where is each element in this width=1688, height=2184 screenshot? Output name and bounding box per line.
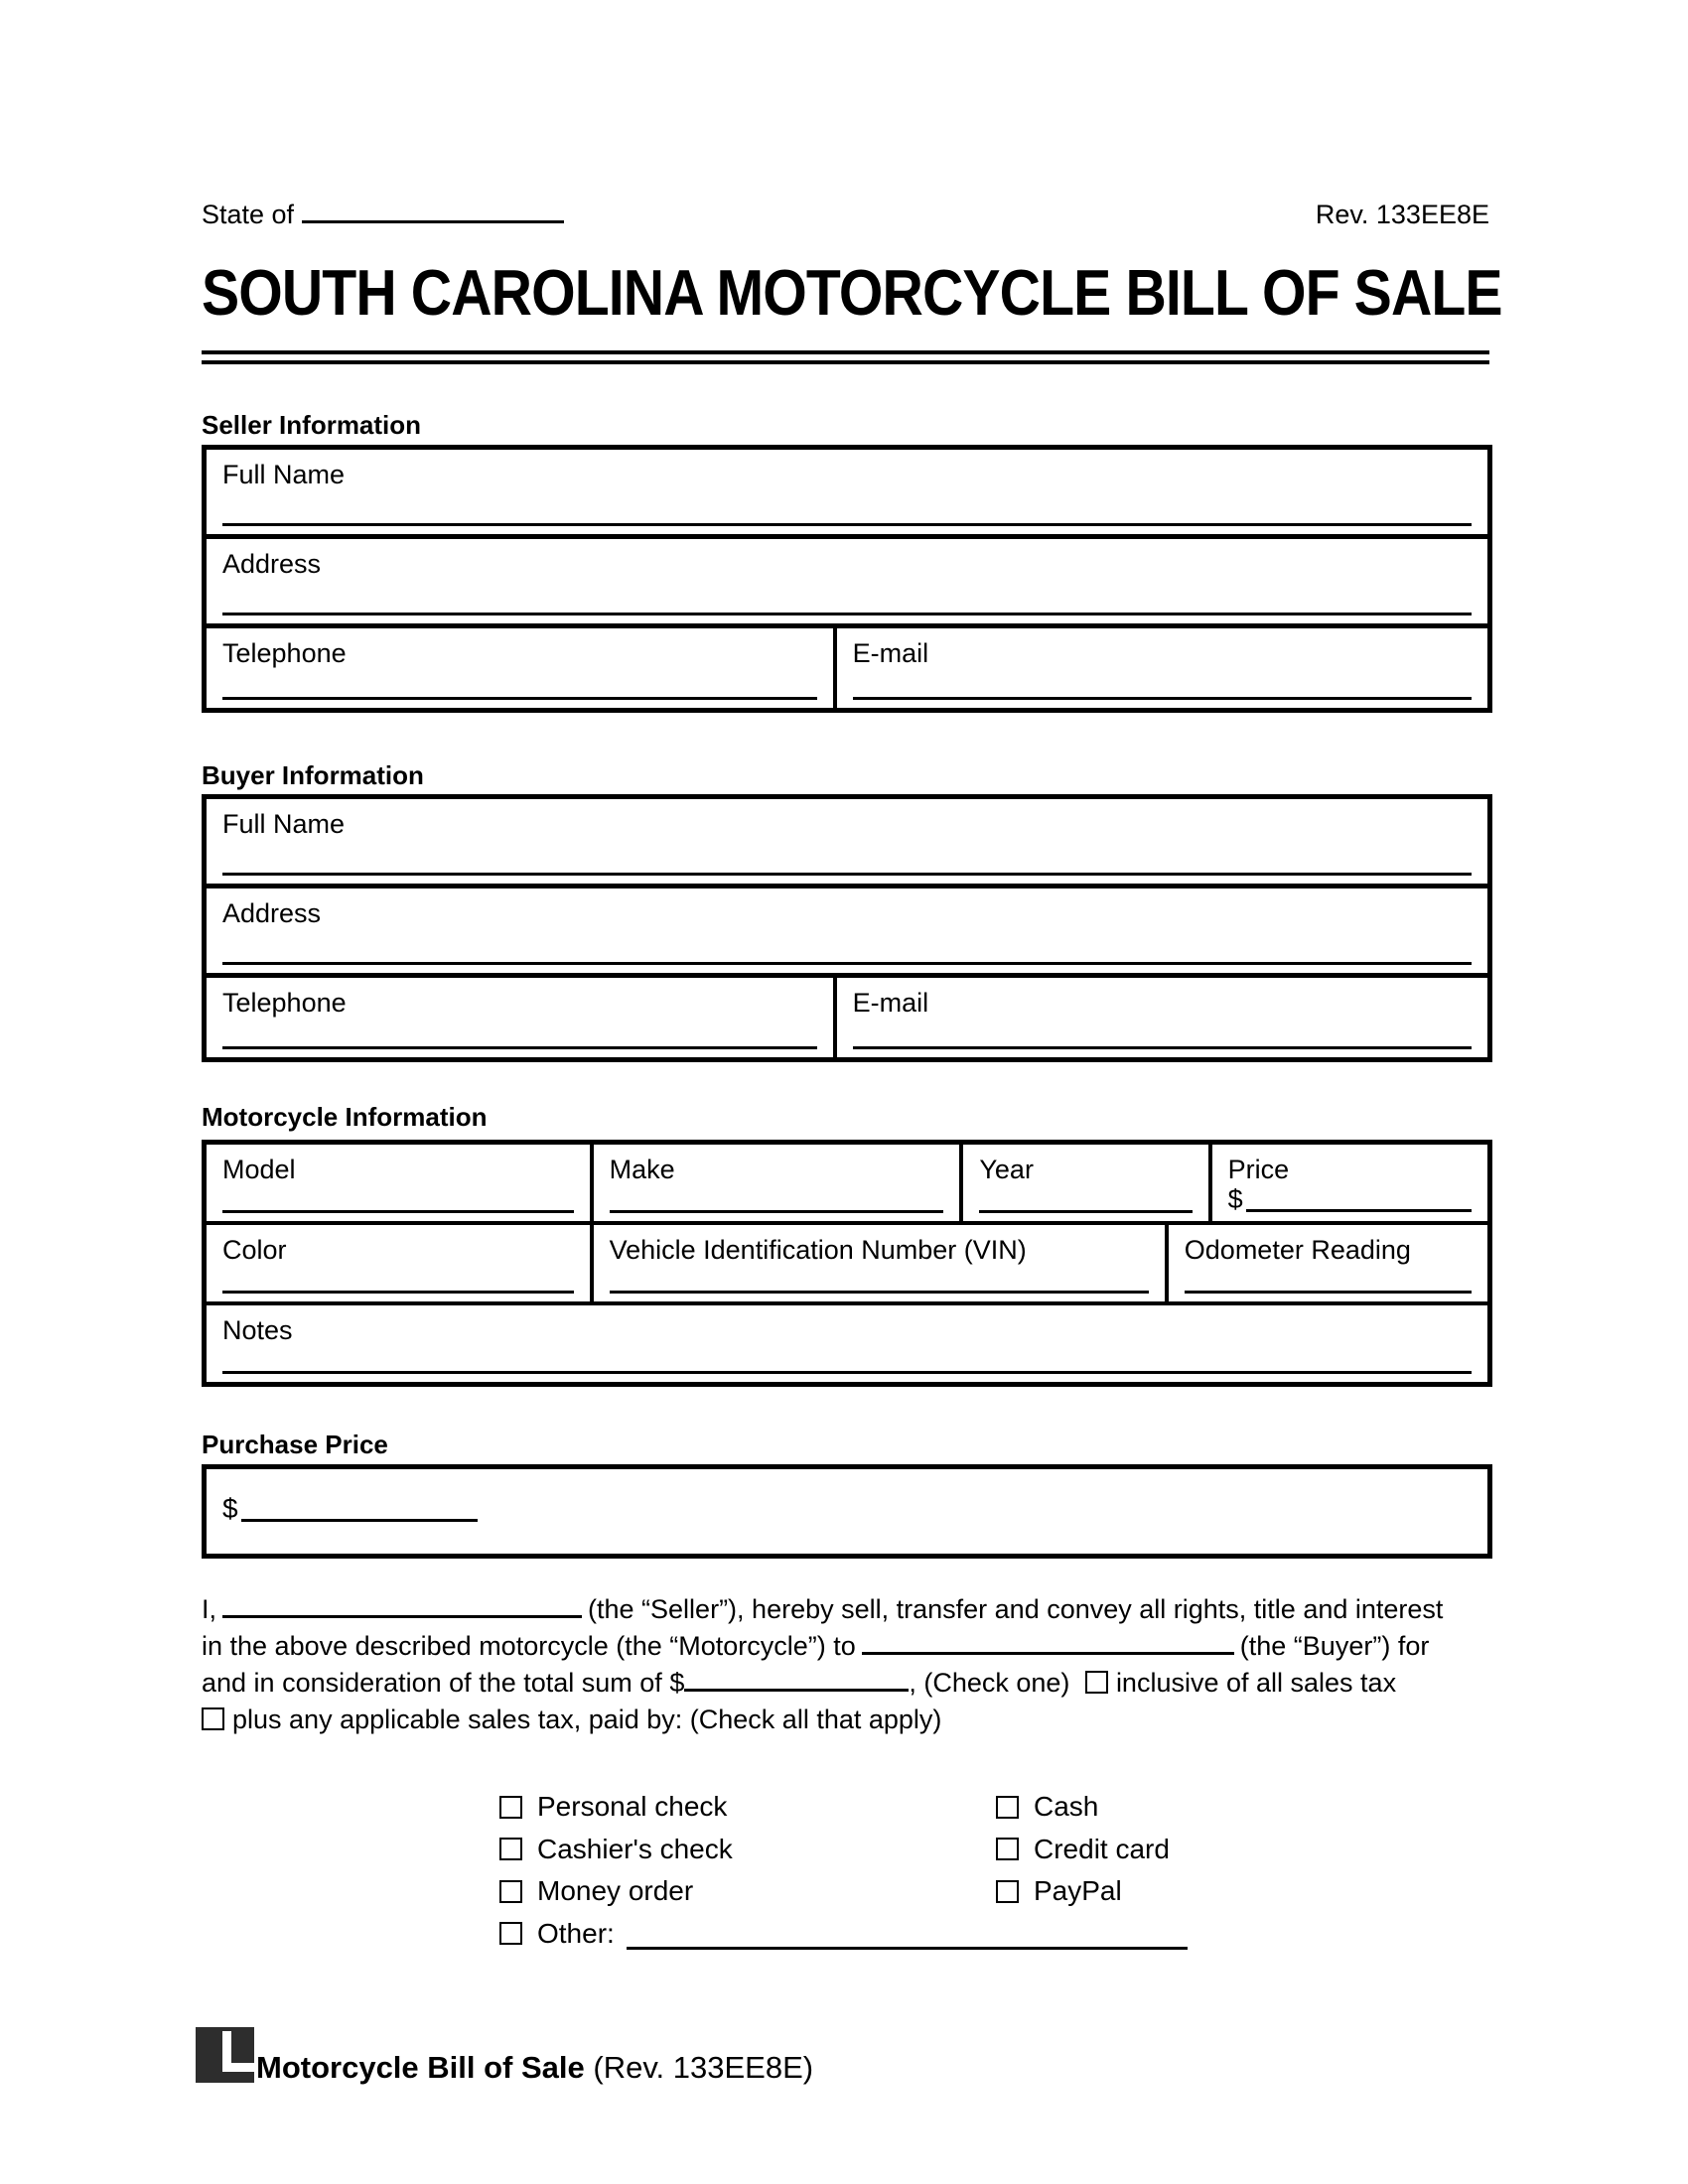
- seller-full-name-cell: [207, 450, 1487, 534]
- credit-card-label: Credit card: [1034, 1833, 1170, 1864]
- seller-telephone-label: Telephone: [222, 638, 347, 668]
- footer-title-bold: Motorcycle Bill of Sale: [256, 2050, 585, 2085]
- credit-card-checkbox[interactable]: [996, 1838, 1019, 1860]
- seller-email-cell: [837, 628, 1487, 708]
- buyer-address-cell: [207, 888, 1487, 973]
- seller-section-heading: Seller Information: [202, 410, 422, 440]
- paypal-label: PayPal: [1034, 1875, 1122, 1907]
- plus-sales-tax-checkbox[interactable]: [202, 1707, 224, 1730]
- state-of-field: [202, 199, 564, 230]
- seller-full-name-label: Full Name: [222, 460, 346, 489]
- inclusive-sales-tax-label: inclusive of all sales tax: [1115, 1668, 1397, 1698]
- other-label: Other:: [537, 1917, 615, 1949]
- color-cell: [207, 1225, 594, 1301]
- buyer-telephone-cell: [207, 978, 837, 1057]
- seller-email-blank[interactable]: [853, 697, 1472, 700]
- buyer-address-label: Address: [222, 898, 322, 928]
- odometer-cell: [1169, 1225, 1487, 1301]
- seller-email-label: E-mail: [852, 638, 929, 668]
- seller-name-blank[interactable]: [222, 1593, 582, 1618]
- footer-revision: (Rev. 133EE8E): [593, 2050, 814, 2085]
- buyer-info-table: [202, 794, 1492, 1062]
- cashiers-check-checkbox[interactable]: [499, 1838, 522, 1860]
- notes-cell: [207, 1305, 1487, 1382]
- table-row: [207, 1305, 1487, 1382]
- top-line: [202, 199, 1489, 230]
- agreement-text: I,: [202, 1594, 217, 1624]
- motorcycle-section-heading: Motorcycle Information: [202, 1102, 488, 1132]
- personal-check-label: Personal check: [537, 1791, 728, 1823]
- cash-label: Cash: [1034, 1791, 1099, 1823]
- buyer-email-blank[interactable]: [853, 1046, 1472, 1049]
- table-row: [207, 978, 1487, 1057]
- buyer-telephone-blank[interactable]: [222, 1046, 817, 1049]
- agreement-line-1: [202, 1591, 1512, 1628]
- buyer-name-blank[interactable]: [862, 1630, 1234, 1655]
- color-blank[interactable]: [222, 1291, 574, 1294]
- cashiers-check-label: Cashier's check: [537, 1833, 733, 1864]
- footer-document-title: [256, 2051, 813, 2084]
- notes-label: Notes: [222, 1315, 293, 1345]
- other-payment-blank[interactable]: [627, 1923, 1188, 1950]
- buyer-telephone-label: Telephone: [222, 988, 347, 1018]
- buyer-email-cell: [837, 978, 1487, 1057]
- make-label: Make: [609, 1155, 675, 1184]
- amount-currency-sign: $: [669, 1668, 685, 1698]
- page-title: SOUTH CAROLINA MOTORCYCLE BILL OF SALE: [202, 256, 1502, 329]
- notes-blank[interactable]: [222, 1371, 1472, 1374]
- price-cell: [1212, 1145, 1487, 1221]
- agreement-line-2: [202, 1628, 1512, 1665]
- table-row: [207, 1145, 1487, 1225]
- payment-option-other: [499, 1913, 1188, 1956]
- price-blank[interactable]: [1246, 1209, 1472, 1212]
- seller-address-cell: [207, 539, 1487, 623]
- table-row: [207, 1225, 1487, 1305]
- title-divider: [202, 350, 1489, 364]
- amount-blank[interactable]: [684, 1667, 909, 1692]
- seller-telephone-cell: [207, 628, 837, 708]
- purchase-price-heading: Purchase Price: [202, 1430, 388, 1459]
- purchase-price-box: [202, 1464, 1492, 1559]
- price-label: Price: [1227, 1155, 1290, 1184]
- year-label: Year: [979, 1155, 1034, 1184]
- vin-label: Vehicle Identification Number (VIN): [609, 1235, 1027, 1265]
- state-of-label: State of: [202, 200, 295, 229]
- model-label: Model: [222, 1155, 296, 1184]
- table-row: [207, 799, 1487, 888]
- buyer-section-heading: Buyer Information: [202, 760, 424, 790]
- color-label: Color: [222, 1235, 287, 1265]
- odometer-blank[interactable]: [1185, 1291, 1472, 1294]
- personal-check-checkbox[interactable]: [499, 1796, 522, 1819]
- agreement-text: (the “Seller”), hereby sell, transfer and convey all rights, title and interest: [588, 1594, 1444, 1624]
- make-blank[interactable]: [610, 1210, 944, 1213]
- plus-sales-tax-label: plus any applicable sales tax, paid by: (Check all that apply): [232, 1705, 942, 1734]
- year-blank[interactable]: [979, 1210, 1192, 1213]
- money-order-label: Money order: [537, 1875, 694, 1907]
- state-name-blank[interactable]: [302, 199, 564, 223]
- year-cell: [963, 1145, 1211, 1221]
- buyer-full-name-cell: [207, 799, 1487, 884]
- make-cell: [594, 1145, 964, 1221]
- agreement-text: and in consideration of the total sum of: [202, 1668, 662, 1698]
- motorcycle-info-table: [202, 1140, 1492, 1387]
- payment-option-credit-card: [996, 1829, 1170, 1871]
- vin-cell: [594, 1225, 1169, 1301]
- model-cell: [207, 1145, 594, 1221]
- agreement-paragraph: [202, 1591, 1512, 1738]
- seller-info-table: [202, 445, 1492, 713]
- buyer-address-blank[interactable]: [222, 962, 1472, 965]
- buyer-full-name-label: Full Name: [222, 809, 346, 839]
- legal-templates-logo-icon: [196, 2027, 254, 2083]
- agreement-text: (the “Buyer”) for: [1239, 1631, 1430, 1661]
- revision-code: Rev. 133EE8E: [1315, 200, 1489, 229]
- payment-option-paypal: [996, 1870, 1170, 1913]
- buyer-email-label: E-mail: [852, 988, 929, 1018]
- payment-option-cash: [996, 1786, 1170, 1829]
- table-row: [207, 888, 1487, 978]
- money-order-checkbox[interactable]: [499, 1880, 522, 1903]
- odometer-label: Odometer Reading: [1184, 1235, 1411, 1265]
- inclusive-sales-tax-checkbox[interactable]: [1085, 1671, 1108, 1694]
- agreement-text: , (Check one): [909, 1668, 1070, 1698]
- agreement-text: in the above described motorcycle (the “Motorcycle”) to: [202, 1631, 856, 1661]
- purchase-price-blank[interactable]: [241, 1519, 478, 1522]
- table-row: [207, 450, 1487, 539]
- buyer-full-name-blank[interactable]: [222, 873, 1472, 876]
- paypal-checkbox[interactable]: [996, 1880, 1019, 1903]
- payment-options-right-column: [996, 1786, 1170, 1913]
- table-row: [207, 628, 1487, 708]
- price-currency-sign: $: [1227, 1184, 1243, 1214]
- vin-blank[interactable]: [610, 1291, 1149, 1294]
- agreement-line-4: [202, 1702, 1512, 1738]
- other-checkbox[interactable]: [499, 1922, 522, 1945]
- seller-address-label: Address: [222, 549, 322, 579]
- cash-checkbox[interactable]: [996, 1796, 1019, 1819]
- table-row: [207, 539, 1487, 628]
- purchase-price-currency-sign: $: [222, 1493, 238, 1524]
- agreement-line-3: [202, 1665, 1512, 1702]
- model-blank[interactable]: [222, 1210, 574, 1213]
- seller-telephone-blank[interactable]: [222, 697, 817, 700]
- seller-full-name-blank[interactable]: [222, 523, 1472, 526]
- seller-address-blank[interactable]: [222, 613, 1472, 615]
